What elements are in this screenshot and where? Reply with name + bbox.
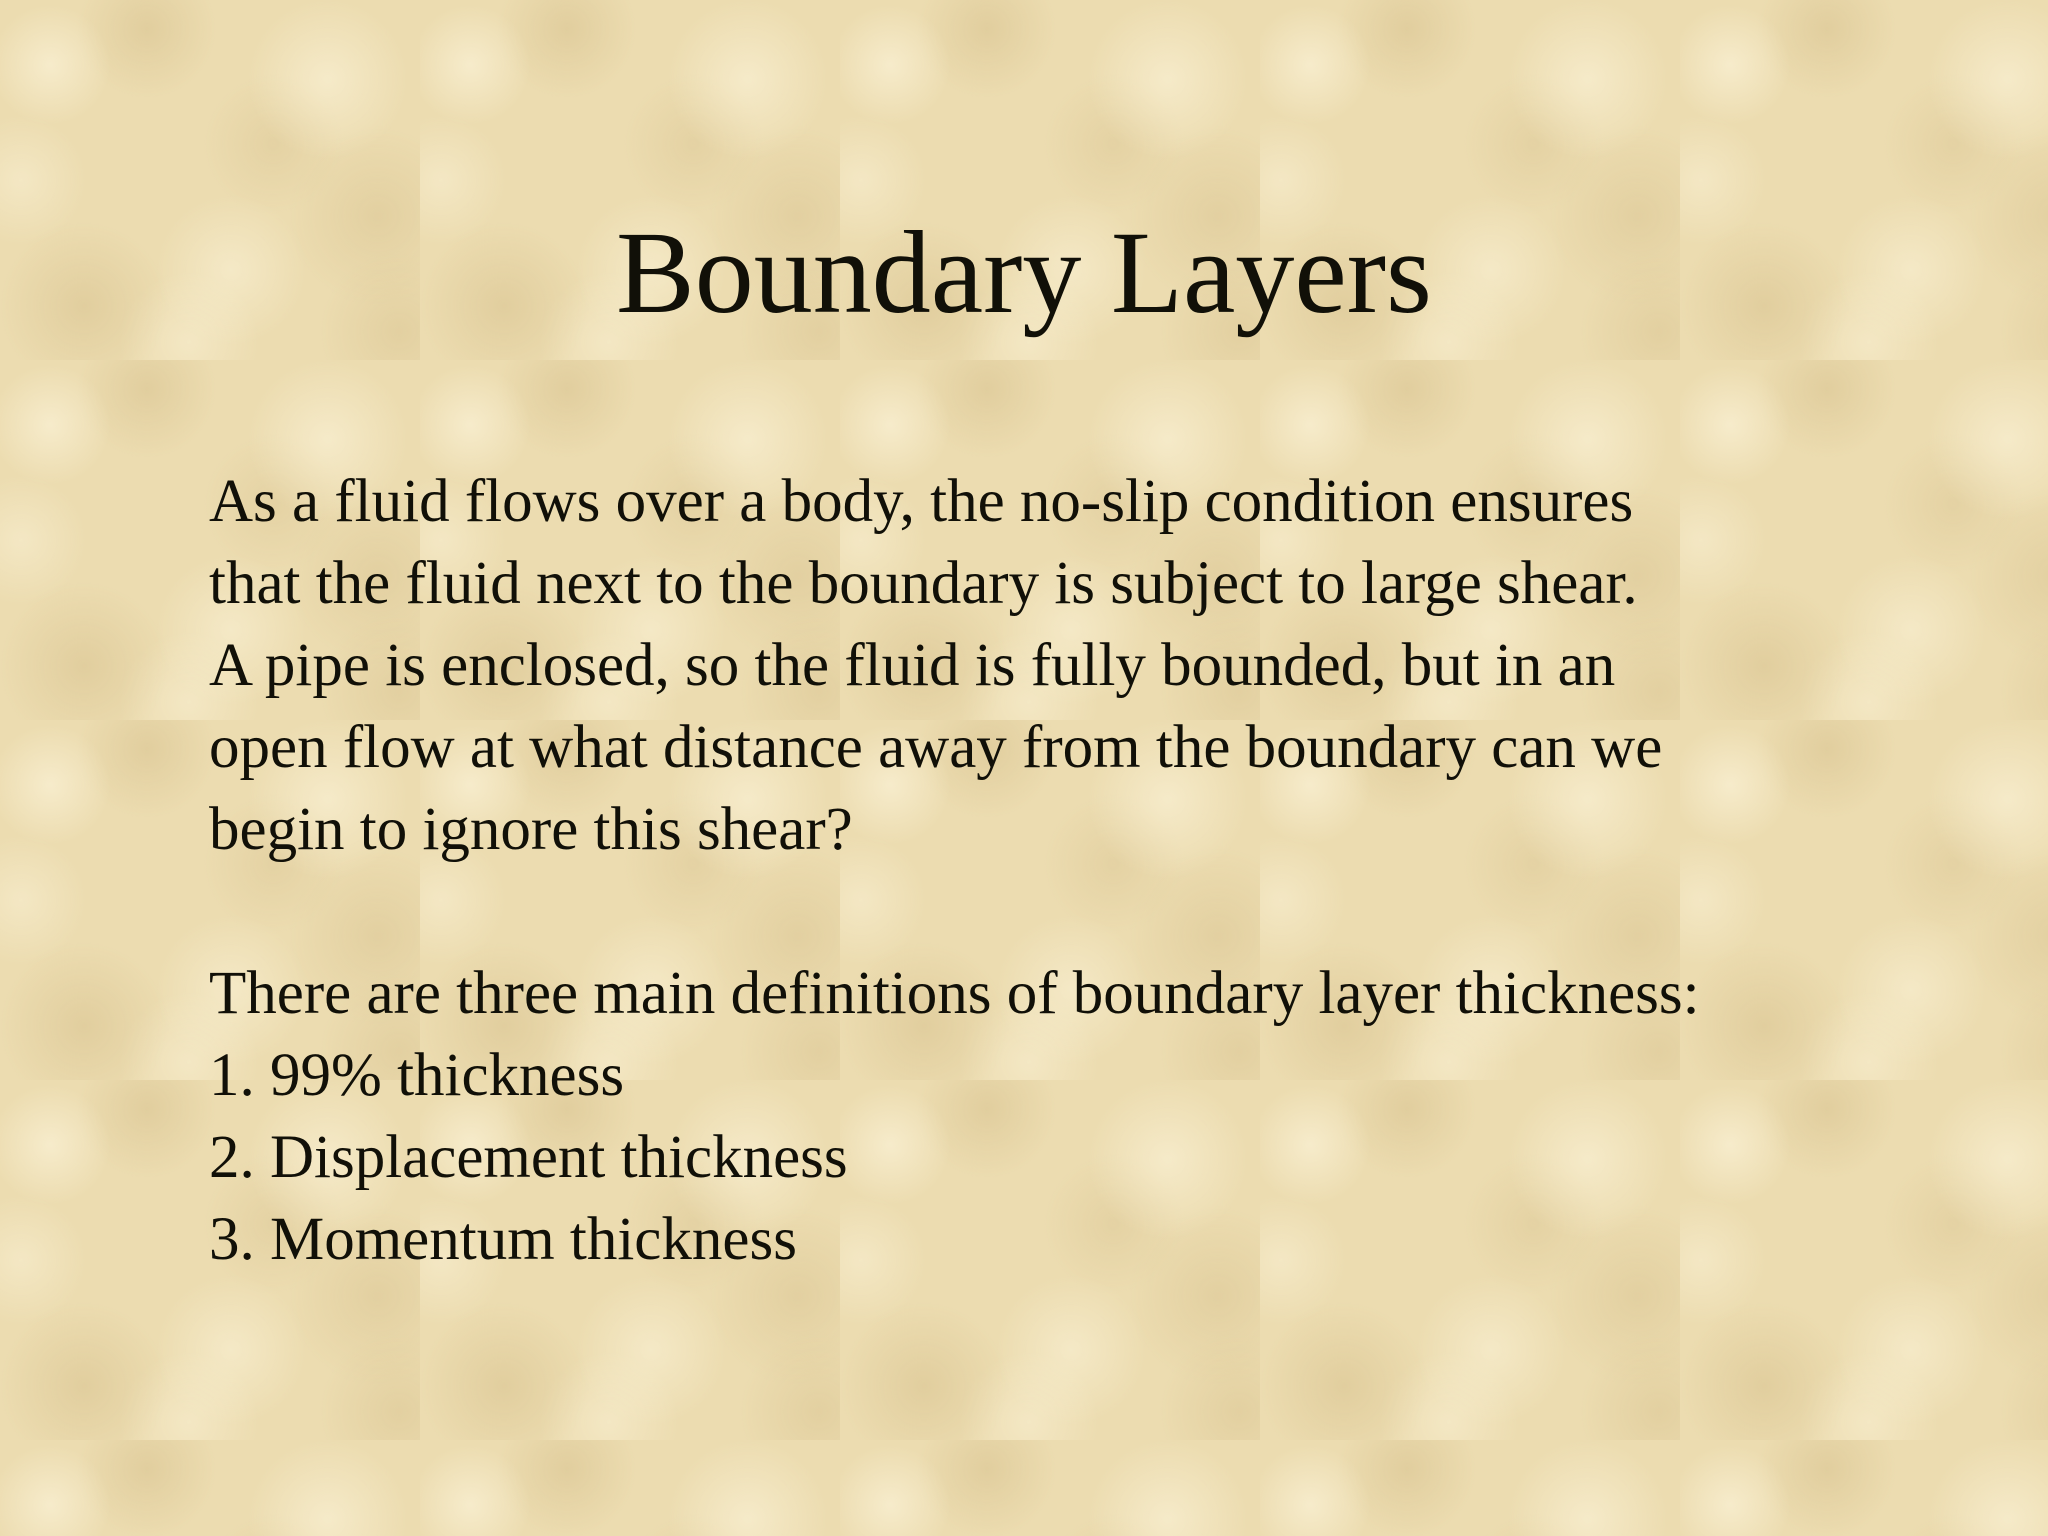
slide-title: Boundary Layers [616,207,1432,338]
intro-line: open flow at what distance away from the boundary can we [209,714,1663,781]
intro-line: A pipe is enclosed, so the fluid is fully bounded, but in an [209,632,1616,699]
list-item: 2. Displacement thickness [209,1124,848,1191]
intro-line: As a fluid flows over a body, the no-slip condition ensures [209,468,1634,535]
definitions-heading [209,953,2009,1035]
slide-body [209,461,2009,1281]
intro-paragraph [209,461,2009,871]
intro-line: begin to ignore this shear? [209,796,853,863]
definitions-list [209,1035,2009,1281]
definitions-heading-text: There are three main definitions of boundary layer thickness: [209,960,1700,1027]
list-item: 1. 99% thickness [209,1042,625,1109]
intro-line: that the fluid next to the boundary is subject to large shear. [209,550,1638,617]
list-item: 3. Momentum thickness [209,1206,797,1273]
paragraph-spacer [209,871,2009,953]
